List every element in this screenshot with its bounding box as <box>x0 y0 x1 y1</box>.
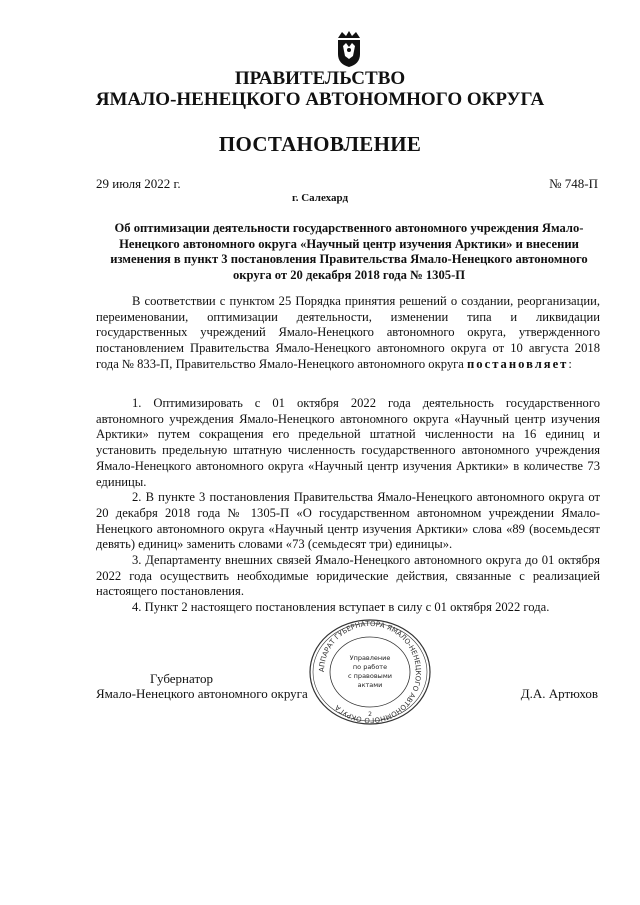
document-number: № 748-П <box>549 176 598 191</box>
document-date: 29 июля 2022 г. <box>96 176 181 191</box>
decree-item-2: 2. В пункте 3 постановления Правительства Ямало-Ненецкого автономного округа от 20 декабря 2018 года № 1305-П «О государственном автономном учреждении Ямало-Ненецкого автономного округа «Научный центр изучения Арктики» слова «89 (восемьдесят девять) единиц» заменить словами «73 (семьдесят три) единицы». <box>96 490 600 552</box>
coat-of-arms-icon <box>334 30 364 68</box>
official-seal <box>301 616 439 728</box>
decree-item-1: 1. Оптимизировать с 01 октября 2022 года деятельность государственного автономного учреждения Ямало-Ненецкого автономного округа «Научный центр изучения Арктики» путем сокращения его предельной штатной численности на 16 единиц и установить предельную штатную численность государственного автономного учреждения Ямало-Ненецкого автономного округа «Научный центр изучения Арктики» в количестве 73 единицы. <box>96 396 600 489</box>
seal-center-line3: с правовыми <box>348 672 392 680</box>
preamble-tail: : <box>568 356 572 371</box>
seal-center-line2: по работе <box>352 663 388 671</box>
government-title <box>0 68 640 110</box>
decree-item-3: 3. Департаменту внешних связей Ямало-Ненецкого автономного округа до 01 октября 2022 года осуществить необходимые юридические действия, связанные с реализацией настоящего постановления. <box>96 553 600 599</box>
preamble <box>96 294 600 373</box>
government-title-line2: ЯМАЛО-НЕНЕЦКОГО АВТОНОМНОГО ОКРУГА <box>95 89 545 110</box>
decree-word: постановляет <box>467 356 569 371</box>
seal-center-line1: Управление <box>349 654 391 662</box>
preamble-text: В соответствии с пунктом 25 Порядка принятия решений о создании, реорганизации, переименовании, оптимизации деятельности, изменении типа и ликвидации государственных учреждений Ямало-Ненецкого автономного округа, утвержденного постановлением Правительства Ямало-Ненецкого автономного округа от 10 августа 2018 года № 833-П, Правительство Ямало-Ненецкого автономного округа <box>96 294 600 371</box>
seal-center-line4: актами <box>357 681 383 689</box>
signatory-position: Губернатор <box>150 671 213 686</box>
decree-item-4: 4. Пункт 2 настоящего постановления вступает в силу с 01 октября 2022 года. <box>132 600 550 615</box>
decree-items <box>96 396 600 616</box>
document-city: г. Салехард <box>291 192 349 204</box>
government-title-line1: ПРАВИТЕЛЬСТВО <box>234 68 406 89</box>
seal-number: 2 <box>368 711 372 718</box>
document-subject: Об оптимизации деятельности государственного автономного учреждения Ямало-Ненецкого автономного округа «Научный центр изучения Арктики» и внесении изменения в пункт 3 постановления Правительства Ямало-Ненецкого автономного округа от 20 декабря 2018 года № 1305-П <box>110 221 588 282</box>
document-type: ПОСТАНОВЛЕНИЕ <box>218 132 422 156</box>
signatory-name: Д.А. Артюхов <box>520 686 598 701</box>
signatory-region: Ямало-Ненецкого автономного округа <box>96 686 308 701</box>
seal-ring-text: АППАРАТ ГУБЕРНАТОРА ЯМАЛО-НЕНЕЦКОГО АВТОНОМНОГО ОКРУГА <box>317 619 423 725</box>
